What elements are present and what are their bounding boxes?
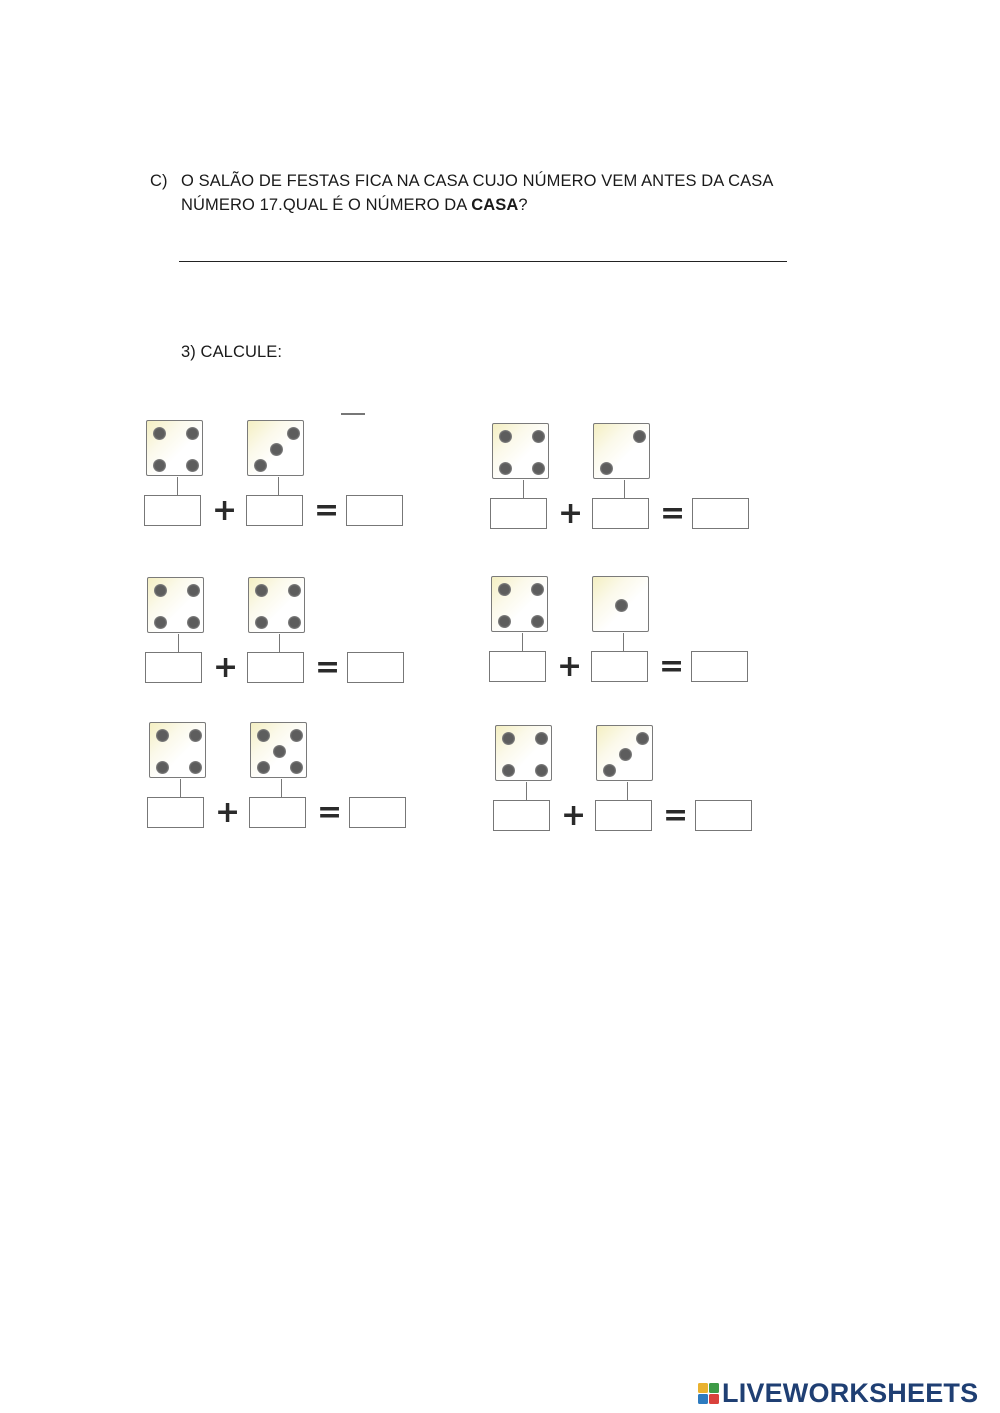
connector-line (279, 634, 280, 652)
die-pip (531, 615, 544, 628)
plus-sign: + (215, 795, 241, 830)
die-pip (615, 599, 628, 612)
liveworksheets-logo-text: LIVEWORKSHEETS (722, 1378, 979, 1408)
die-pip (186, 427, 199, 440)
sum-box[interactable] (347, 652, 404, 683)
die-face-4 (248, 577, 305, 633)
plus-sign: + (557, 649, 583, 684)
die-pip (257, 729, 270, 742)
addend-box-2[interactable] (592, 498, 649, 529)
question-c-line-2 (181, 193, 528, 217)
connector-line (624, 480, 625, 498)
die-pip (254, 459, 267, 472)
addend-box-1[interactable] (489, 651, 546, 682)
plus-sign: + (558, 496, 584, 531)
sum-box[interactable] (349, 797, 406, 828)
die-pip (290, 729, 303, 742)
addend-box-1[interactable] (493, 800, 550, 831)
logo-square-1 (698, 1383, 708, 1393)
die-face-4 (495, 725, 552, 781)
addend-box-1[interactable] (145, 652, 202, 683)
equals-sign: = (314, 493, 340, 528)
die-pip (288, 616, 301, 629)
addend-box-2[interactable] (591, 651, 648, 682)
die-pip (535, 732, 548, 745)
connector-line (281, 779, 282, 797)
die-pip (498, 583, 511, 596)
addend-box-2[interactable] (249, 797, 306, 828)
die-pip (257, 761, 270, 774)
die-face-4 (491, 576, 548, 632)
die-face-5 (250, 722, 307, 778)
die-pip (273, 745, 286, 758)
addition-exercise-5 (147, 722, 437, 842)
question-c-text-2: NÚMERO 17.QUAL É O NÚMERO DA (181, 196, 472, 214)
connector-line (523, 480, 524, 498)
die-pip (498, 615, 511, 628)
die-pip (603, 764, 616, 777)
addition-exercise-4 (489, 576, 779, 696)
die-pip (600, 462, 613, 475)
die-pip (255, 584, 268, 597)
die-face-3 (596, 725, 653, 781)
question-c-bold-word: CASA (471, 196, 519, 214)
equals-sign: = (659, 649, 685, 684)
connector-line (177, 477, 178, 495)
connector-line (526, 782, 527, 800)
addend-box-2[interactable] (595, 800, 652, 831)
question-c-line-1 (150, 169, 774, 193)
equals-sign: = (315, 650, 341, 685)
die-pip (189, 729, 202, 742)
die-face-4 (147, 577, 204, 633)
addend-box-2[interactable] (246, 495, 303, 526)
question-c-question-mark: ? (518, 196, 528, 214)
die-pip (290, 761, 303, 774)
die-face-4 (149, 722, 206, 778)
addend-box-1[interactable] (147, 797, 204, 828)
die-pip (502, 764, 515, 777)
addend-box-1[interactable] (144, 495, 201, 526)
connector-line (627, 782, 628, 800)
logo-square-3 (698, 1394, 708, 1404)
die-pip (186, 459, 199, 472)
die-pip (532, 462, 545, 475)
die-pip (636, 732, 649, 745)
die-face-1 (592, 576, 649, 632)
die-pip (156, 761, 169, 774)
die-pip (255, 616, 268, 629)
die-pip (187, 616, 200, 629)
plus-sign: + (212, 493, 238, 528)
sum-box[interactable] (346, 495, 403, 526)
die-pip (499, 430, 512, 443)
addend-box-2[interactable] (247, 652, 304, 683)
die-face-2 (593, 423, 650, 479)
die-pip (156, 729, 169, 742)
equals-sign: = (663, 798, 689, 833)
plus-sign: + (561, 798, 587, 833)
connector-line (178, 634, 179, 652)
sum-box[interactable] (691, 651, 748, 682)
stray-mark (341, 413, 365, 415)
die-face-4 (492, 423, 549, 479)
die-pip (153, 459, 166, 472)
logo-square-2 (709, 1383, 719, 1393)
die-pip (502, 732, 515, 745)
liveworksheets-logo-icon (698, 1383, 719, 1404)
die-pip (619, 748, 632, 761)
die-pip (189, 761, 202, 774)
connector-line (522, 633, 523, 651)
die-pip (154, 616, 167, 629)
connector-line (180, 779, 181, 797)
addition-exercise-1 (144, 420, 434, 540)
addition-exercise-2 (490, 423, 780, 543)
die-pip (532, 430, 545, 443)
logo-square-4 (709, 1394, 719, 1404)
plus-sign: + (213, 650, 239, 685)
die-pip (499, 462, 512, 475)
sum-box[interactable] (695, 800, 752, 831)
sum-box[interactable] (692, 498, 749, 529)
question-c-text-1: O SALÃO DE FESTAS FICA NA CASA CUJO NÚMERO VEM ANTES DA CASA (181, 172, 774, 190)
question-c-marker: C) (150, 172, 168, 190)
die-pip (154, 584, 167, 597)
die-pip (531, 583, 544, 596)
die-face-3 (247, 420, 304, 476)
liveworksheets-logo (698, 1378, 978, 1408)
die-pip (535, 764, 548, 777)
addition-exercise-3 (145, 577, 435, 697)
die-face-4 (146, 420, 203, 476)
addition-exercise-6 (493, 725, 783, 845)
addend-box-1[interactable] (490, 498, 547, 529)
connector-line (623, 633, 624, 651)
equals-sign: = (317, 795, 343, 830)
answer-line[interactable] (179, 261, 787, 262)
connector-line (278, 477, 279, 495)
section-3-heading: 3) CALCULE: (181, 343, 283, 361)
die-pip (187, 584, 200, 597)
die-pip (270, 443, 283, 456)
equals-sign: = (660, 496, 686, 531)
die-pip (153, 427, 166, 440)
die-pip (633, 430, 646, 443)
die-pip (288, 584, 301, 597)
die-pip (287, 427, 300, 440)
